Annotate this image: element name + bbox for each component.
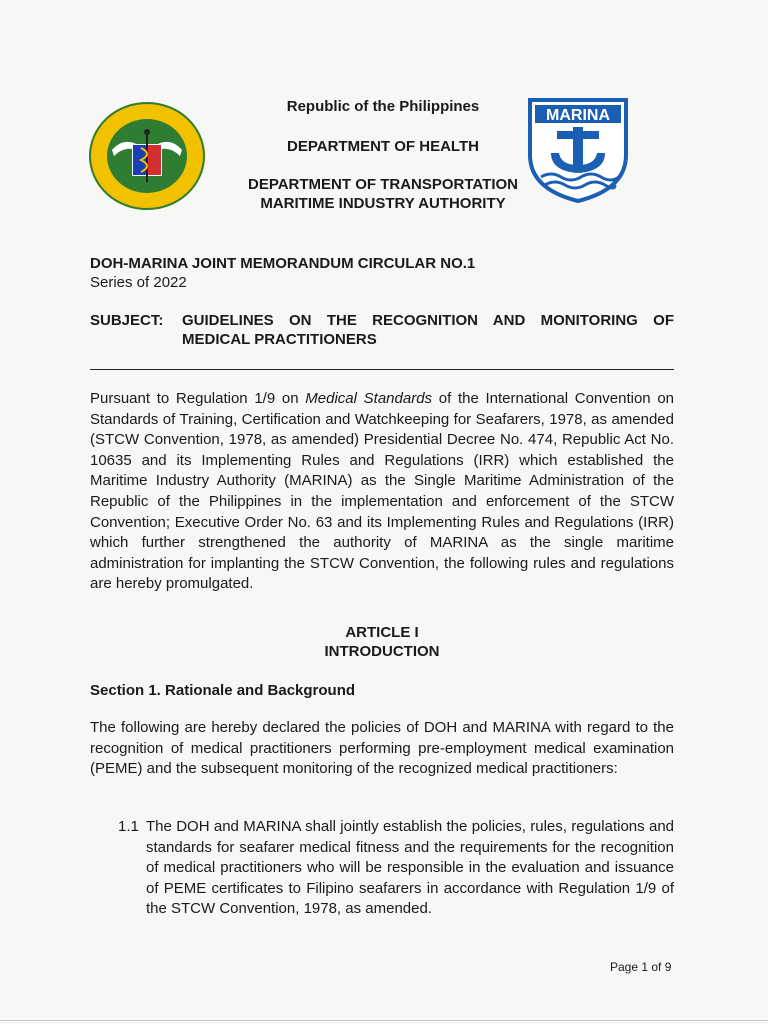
item-1-1-text: The DOH and MARINA shall jointly establish the policies, rules, regulations and standards for seafarer medical fitness and the requirements for the recognition of medical practitioners who will be responsible in the evaluation and issuance of PEME certificates to Filipino seafarers in accordance with Regulation 1/9 of the STCW Convention, 1978, as amended.	[146, 818, 674, 918]
dotr-heading: DEPARTMENT OF TRANSPORTATION	[248, 176, 518, 193]
section-1-heading: Section 1. Rationale and Background	[90, 682, 356, 699]
item-1-1-number: 1.1	[118, 818, 139, 835]
marina-logo	[527, 97, 629, 203]
divider-rule	[90, 369, 674, 370]
doh-seal	[86, 100, 208, 212]
subject-line-2: MEDICAL PRACTITIONERS	[182, 331, 377, 348]
circular-title: DOH-MARINA JOINT MEMORANDUM CIRCULAR NO.1	[90, 255, 476, 272]
subject-label: SUBJECT:	[90, 312, 164, 329]
page-number: Page 1 of 9	[610, 960, 672, 974]
bottom-edge-line	[0, 1020, 768, 1021]
section-1-intro: The following are hereby declared the policies of DOH and MARINA with regard to the recognition of medical practitioners performing pre-employment medical examination (PEME) and the subsequent monitoring of the recognized medical practitioners:	[90, 719, 674, 778]
marina-authority-heading: MARITIME INDUSTRY AUTHORITY	[260, 195, 506, 212]
republic-heading: Republic of the Philippines	[286, 98, 480, 115]
preamble-paragraph: Pursuant to Regulation 1/9 on Medical Standards of the International Convention on Standards of Training, Certification and Watchkeeping for Seafarers, 1978, as amended (STCW Convention, 1978, as amended) Presidential Decree No. 474, Republic Act No. 10635 and its Implementing Rules and Regulations (IRR) which established the Maritime Industry Authority (MARINA) as the Single Maritime Administration of the Republic of the Philippines in the implementation and enforcement of the STCW Convention; Executive Order No. 63 and its Implementing Rules and Regulations (IRR) which further strengthened the authority of MARINA as the single maritime administration for implanting the STCW Convention, the following rules and regulations are hereby promulgated.	[90, 390, 675, 593]
marina-logo-text: MARINA	[546, 107, 610, 124]
medical-standards-italic: Medical Standards	[305, 390, 433, 407]
doh-heading: DEPARTMENT OF HEALTH	[287, 138, 479, 155]
subject-line-1: GUIDELINES ON THE RECOGNITION AND MONITORING OF	[182, 312, 674, 329]
circular-series: Series of 2022	[90, 274, 187, 291]
article-number: ARTICLE I	[345, 624, 419, 641]
article-title: INTRODUCTION	[324, 643, 440, 660]
